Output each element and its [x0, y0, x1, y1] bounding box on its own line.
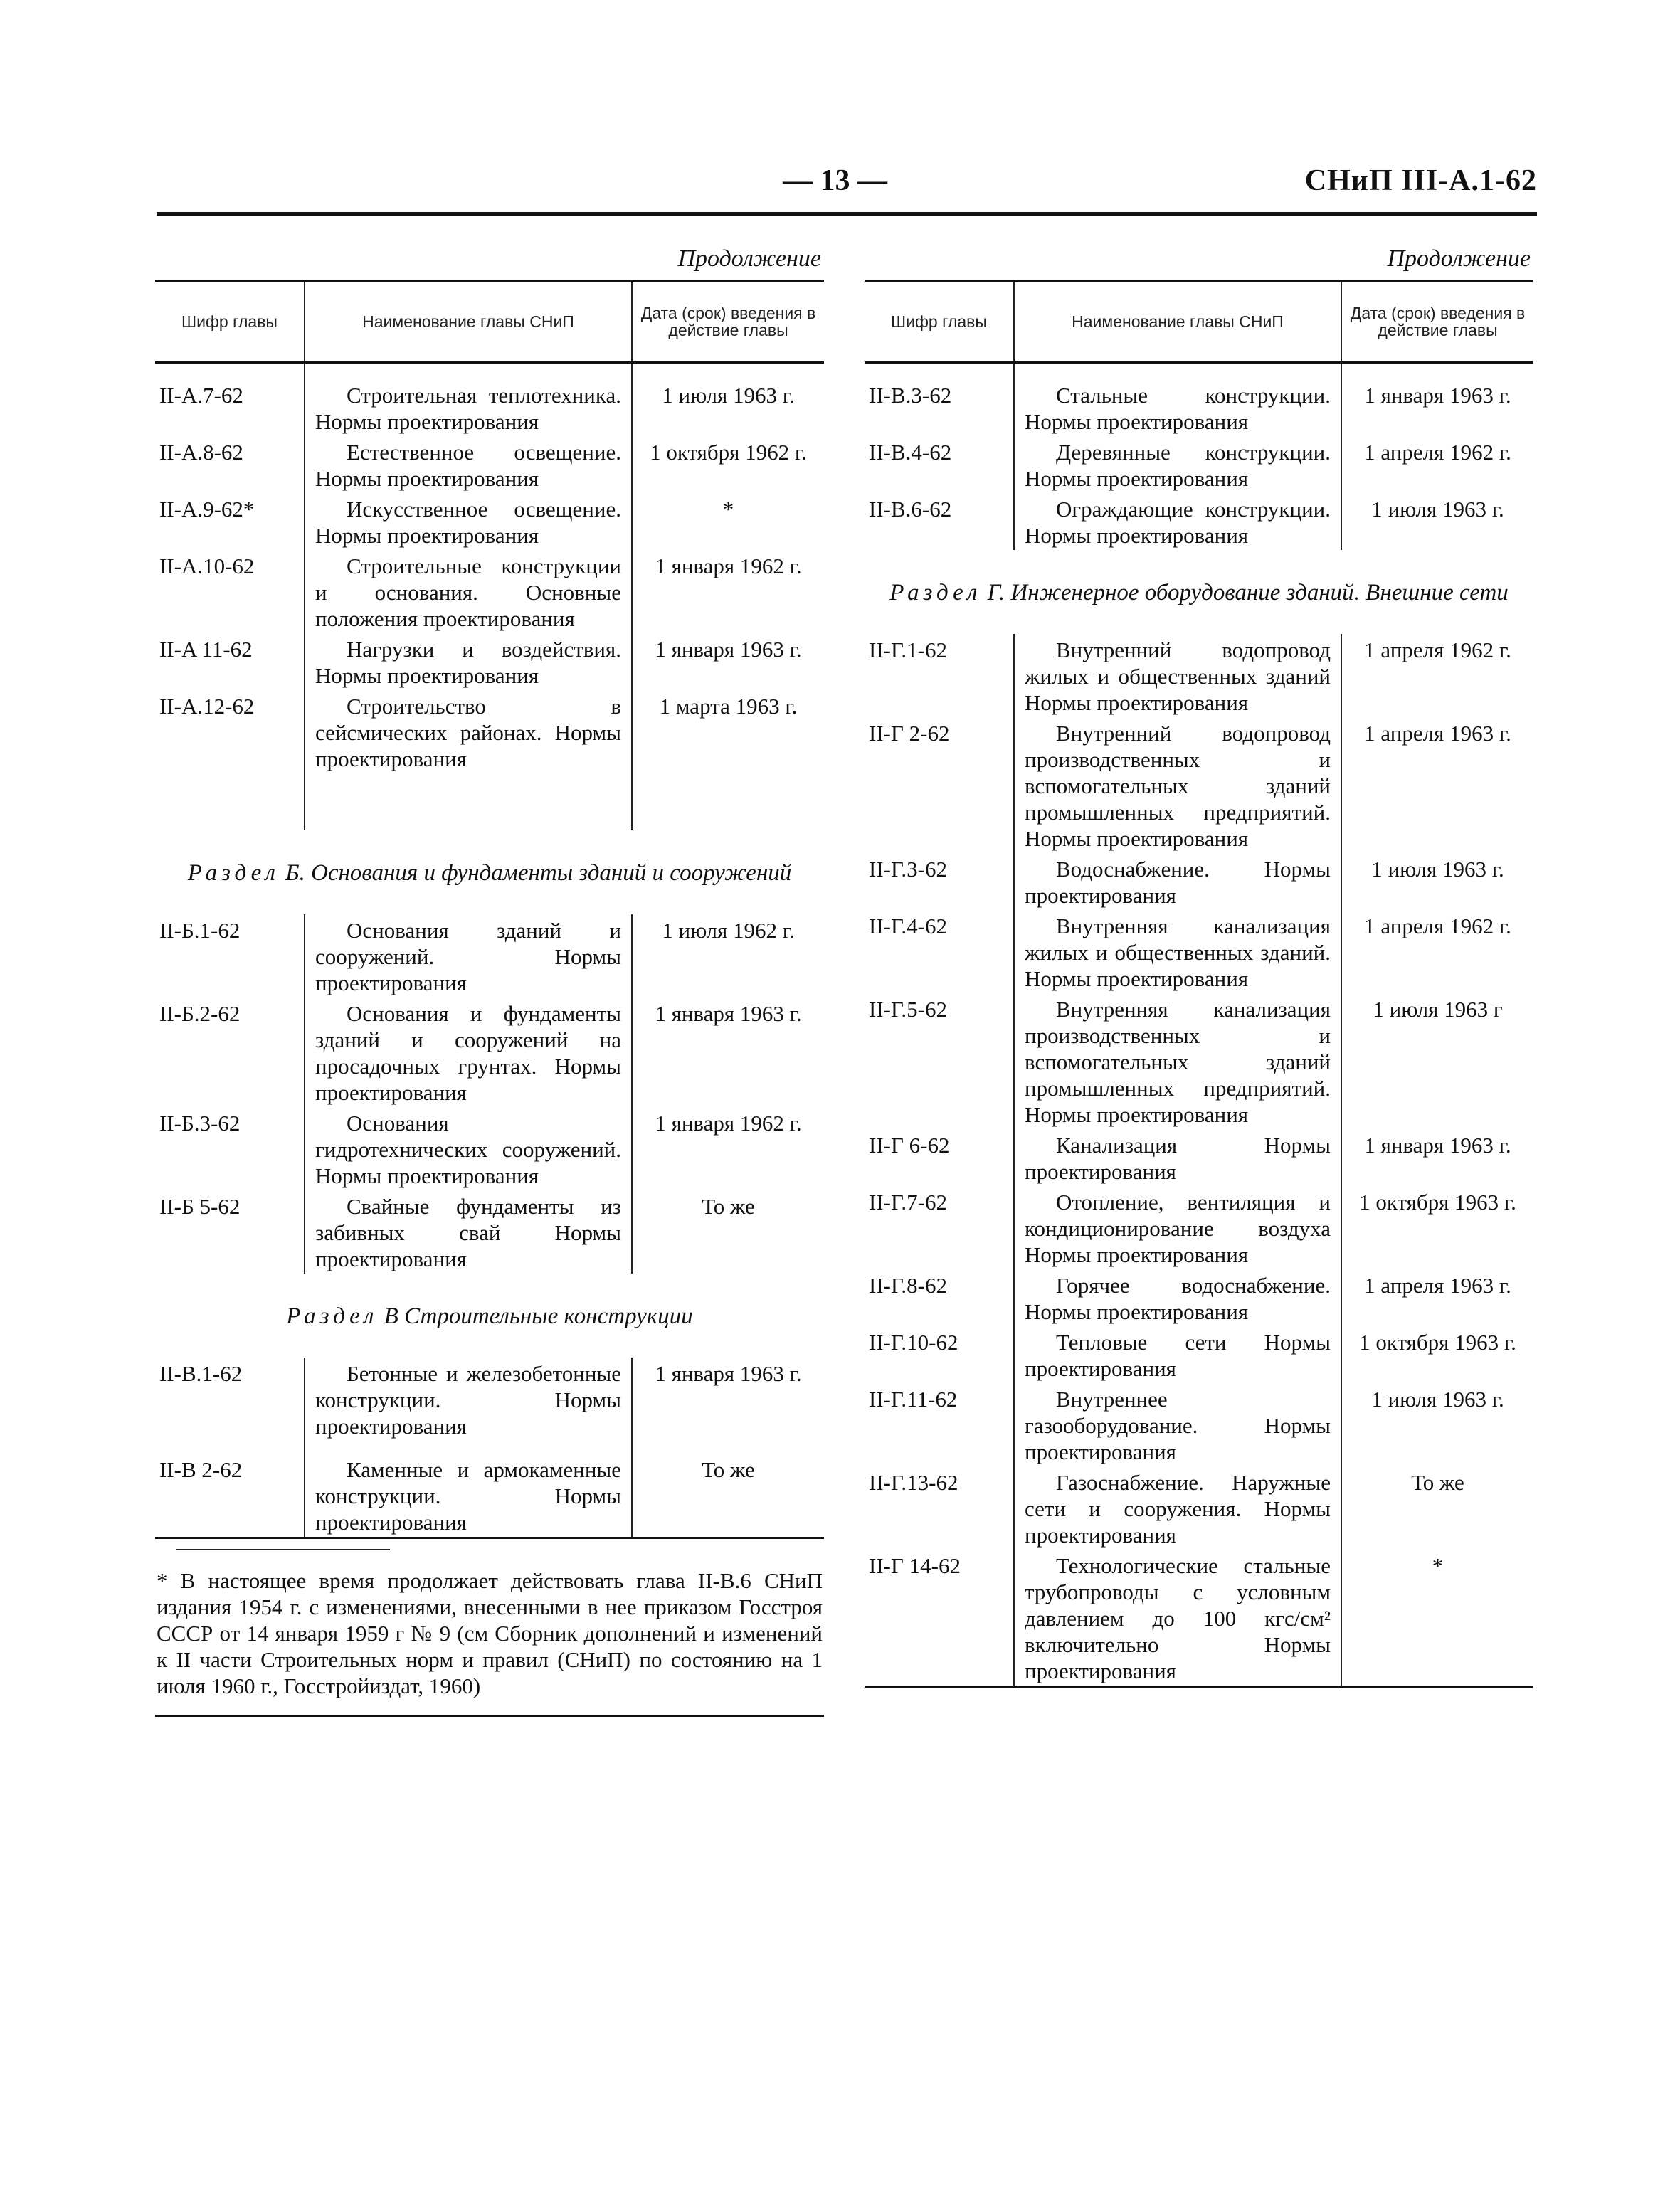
- row-date: То же: [1341, 1466, 1533, 1550]
- row-name: Нагрузки и воздействия. Нормы проектирования: [305, 633, 632, 690]
- header-code: Шифр главы: [181, 312, 278, 331]
- row-name: Строительство в сейсмических районах. Нормы проектирования: [305, 690, 632, 773]
- table-row: [865, 493, 1533, 550]
- table-row: [155, 633, 824, 690]
- row-date: 1 апреля 1962 г.: [1341, 436, 1533, 493]
- row-date: 1 января 1963 г.: [1341, 1129, 1533, 1186]
- header-name: Наименование главы СНиП: [1014, 281, 1341, 363]
- row-code: II-A 11-62: [159, 637, 253, 662]
- header-name: Наименование главы СНиП: [305, 281, 632, 363]
- row-date: 1 апреля 1962 г.: [1341, 634, 1533, 717]
- row-code: II-Г 14-62: [865, 1550, 1014, 1687]
- table-row: [155, 493, 824, 550]
- row-date: 1 марта 1963 г.: [632, 690, 824, 773]
- continuation-label: Продолжение: [677, 245, 821, 272]
- table-row: [865, 634, 1533, 717]
- header-date: Дата (срок) введения в действие главы: [1341, 281, 1533, 363]
- row-date: 1 апреля 1963 г.: [1341, 717, 1533, 853]
- row-date: 1 апреля 1962 г.: [1341, 910, 1533, 993]
- row-name: Водоснабжение. Нормы проектирования: [1014, 853, 1341, 910]
- row-date: 1 июля 1962 г.: [632, 914, 824, 998]
- table-row: [865, 993, 1533, 1129]
- table-row: [865, 1550, 1533, 1687]
- row-date: 1 января 1963 г.: [632, 633, 824, 690]
- row-name: Основания и фундаменты зданий и сооружений на просадочных грунтах. Нормы проектирования: [305, 998, 632, 1107]
- row-code: II-B.3-62: [869, 383, 952, 408]
- row-code: II-Г.11-62: [869, 1387, 958, 1412]
- header-code: Шифр главы: [891, 312, 987, 331]
- row-code: II-Г.1-62: [869, 637, 947, 662]
- row-name: Строительная теплотехника. Нормы проектирования: [305, 363, 632, 437]
- left-column: [155, 245, 824, 1717]
- table-header: [155, 281, 824, 363]
- page-header: [157, 164, 1537, 213]
- row-name: Горячее водоснабжение. Нормы проектирования: [1014, 1269, 1341, 1326]
- table-row: [865, 1326, 1533, 1383]
- row-code: II-A.7-62: [159, 383, 243, 408]
- page-number: — 13 —: [783, 164, 887, 197]
- table-row: [155, 690, 824, 773]
- table-row: [865, 1186, 1533, 1269]
- table-row: [865, 853, 1533, 910]
- section-title: Г. Инженерное оборудование зданий. Внешние сети: [987, 580, 1509, 605]
- row-name: Технологические стальные трубопроводы с условным давлением до 100 кгс/см² включительно Нормы проектирования: [1014, 1550, 1341, 1687]
- table-row: [865, 717, 1533, 853]
- row-name: Строительные конструкции и основания. Основные положения проектирования: [305, 550, 632, 633]
- row-date: 1 апреля 1963 г.: [1341, 1269, 1533, 1326]
- row-name: Искусственное освещение. Нормы проектирования: [305, 493, 632, 550]
- continuation-label: Продолжение: [1387, 245, 1531, 272]
- row-date: 1 октября 1963 г.: [1341, 1326, 1533, 1383]
- row-name: Естественное освещение. Нормы проектирования: [305, 436, 632, 493]
- row-code: II-B.6-62: [869, 497, 952, 522]
- column-bottom-rule: [155, 1715, 824, 1717]
- right-table: [865, 280, 1533, 1688]
- row-date: *: [1341, 1550, 1533, 1687]
- row-code: II-Г.13-62: [869, 1470, 958, 1495]
- row-date: 1 июля 1963 г.: [632, 363, 824, 437]
- row-name: Внутренняя канализация жилых и общественных зданий. Нормы проектирования: [1014, 910, 1341, 993]
- table-row: [865, 436, 1533, 493]
- row-code: II-A.10-62: [159, 554, 255, 578]
- section-label: Раздел: [286, 1303, 379, 1329]
- right-column: [865, 245, 1533, 1688]
- table-row: [155, 1454, 824, 1538]
- row-name: Бетонные и железобетонные конструкции. Нормы проектирования: [305, 1358, 632, 1441]
- table-row: [155, 363, 824, 437]
- row-date: 1 января 1963 г.: [632, 998, 824, 1107]
- table-row: [865, 1129, 1533, 1186]
- table-row: [155, 1358, 824, 1441]
- table-row: [865, 1383, 1533, 1466]
- table-row: [155, 998, 824, 1107]
- table-row: [865, 363, 1533, 437]
- row-date: 1 июля 1963 г.: [1341, 493, 1533, 550]
- row-name: Деревянные конструкции. Нормы проектирования: [1014, 436, 1341, 493]
- table-row: [865, 1466, 1533, 1550]
- section-title: Б. Основания и фундаменты зданий и сооружений: [285, 860, 792, 886]
- row-code: II-Б.3-62: [159, 1111, 241, 1136]
- row-code: II-A.8-62: [159, 440, 243, 465]
- header-rule: [157, 212, 1537, 216]
- row-name: Внутреннее газооборудование. Нормы проектирования: [1014, 1383, 1341, 1466]
- row-date: 1 января 1963 г.: [1341, 363, 1533, 437]
- section-heading: [155, 1274, 824, 1358]
- section-heading: [865, 550, 1533, 634]
- table-row: [865, 910, 1533, 993]
- row-code: II-A.12-62: [159, 694, 255, 719]
- row-code: II-Г.8-62: [869, 1273, 947, 1298]
- section-title: В Строительные конструкции: [384, 1303, 693, 1329]
- row-code: II-Г.10-62: [869, 1330, 958, 1355]
- table-row: [155, 550, 824, 633]
- row-date: То же: [632, 1190, 824, 1274]
- row-code: II-B.4-62: [869, 440, 952, 465]
- row-code: II-Г 6-62: [869, 1133, 950, 1158]
- table-row: [155, 1190, 824, 1274]
- row-code: II-Б.1-62: [159, 918, 241, 943]
- row-name: Внутренняя канализация производственных и вспомогательных зданий промышленных предприятий. Нормы проектирования: [1014, 993, 1341, 1129]
- table-header: [865, 281, 1533, 363]
- row-code: II-B.1-62: [159, 1361, 243, 1386]
- row-code: II-A.9-62*: [159, 497, 255, 522]
- table-row: [155, 914, 824, 998]
- row-name: Свайные фундаменты из забивных свай Нормы проектирования: [305, 1190, 632, 1274]
- section-label: Раздел: [889, 580, 982, 605]
- row-name: Канализация Нормы проектирования: [1014, 1129, 1341, 1186]
- row-name: Ограждающие конструкции. Нормы проектирования: [1014, 493, 1341, 550]
- table-row: [155, 1107, 824, 1190]
- footnote: * В настоящее время продолжает действовать глава II-В.6 СНиП издания 1954 г. с изменениями, внесенными в нее приказом Госстроя СССР от 14 января 1959 г № 9 (см Сборник дополнений и изменений к II части Строительных норм и правил (СНиП) по состоянию на 1 июля 1960 г., Госстройиздат, 1960): [157, 1568, 823, 1698]
- row-date: 1 июля 1963 г: [1341, 993, 1533, 1129]
- row-date: 1 июля 1963 г.: [1341, 1383, 1533, 1466]
- row-name: Газоснабжение. Наружные сети и сооружения. Нормы проектирования: [1014, 1466, 1341, 1550]
- row-code: II-B 2-62: [155, 1454, 305, 1538]
- row-date: 1 октября 1962 г.: [632, 436, 824, 493]
- row-code: II-Б.2-62: [159, 1001, 241, 1026]
- row-date: 1 октября 1963 г.: [1341, 1186, 1533, 1269]
- row-name: Основания гидротехнических сооружений. Нормы проектирования: [305, 1107, 632, 1190]
- table-row: [155, 436, 824, 493]
- document-code: СНиП III-А.1-62: [1304, 164, 1537, 197]
- row-date: 1 июля 1963 г.: [1341, 853, 1533, 910]
- row-code: II-Г.5-62: [869, 997, 947, 1022]
- section-label: Раздел: [187, 860, 280, 886]
- row-name: Внутренний водопровод жилых и общественных зданий Нормы проектирования: [1014, 634, 1341, 717]
- row-code: II-Г.7-62: [869, 1190, 947, 1215]
- row-code: II-Г 2-62: [869, 721, 950, 746]
- row-name: Внутренний водопровод производственных и вспомогательных зданий промышленных предприятий. Нормы проектирования: [1014, 717, 1341, 853]
- header-date: Дата (срок) введения в действие главы: [632, 281, 824, 363]
- row-date: 1 января 1962 г.: [632, 1107, 824, 1190]
- row-name: Отопление, вентиляция и кондиционирование воздуха Нормы проектирования: [1014, 1186, 1341, 1269]
- row-name: Тепловые сети Нормы проектирования: [1014, 1326, 1341, 1383]
- row-name: Каменные и армокаменные конструкции. Нормы проектирования: [305, 1454, 632, 1538]
- row-date: То же: [632, 1454, 824, 1538]
- row-date: 1 января 1963 г.: [632, 1358, 824, 1441]
- row-date: *: [632, 493, 824, 550]
- row-code: II-Б 5-62: [159, 1194, 241, 1219]
- left-table: [155, 280, 824, 1539]
- table-row: [865, 1269, 1533, 1326]
- row-name: Основания зданий и сооружений. Нормы проектирования: [305, 914, 632, 998]
- row-name: Стальные конструкции. Нормы проектирования: [1014, 363, 1341, 437]
- row-code: II-Г.4-62: [869, 914, 947, 938]
- row-date: 1 января 1962 г.: [632, 550, 824, 633]
- section-heading: [155, 830, 824, 914]
- row-code: II-Г.3-62: [869, 857, 947, 882]
